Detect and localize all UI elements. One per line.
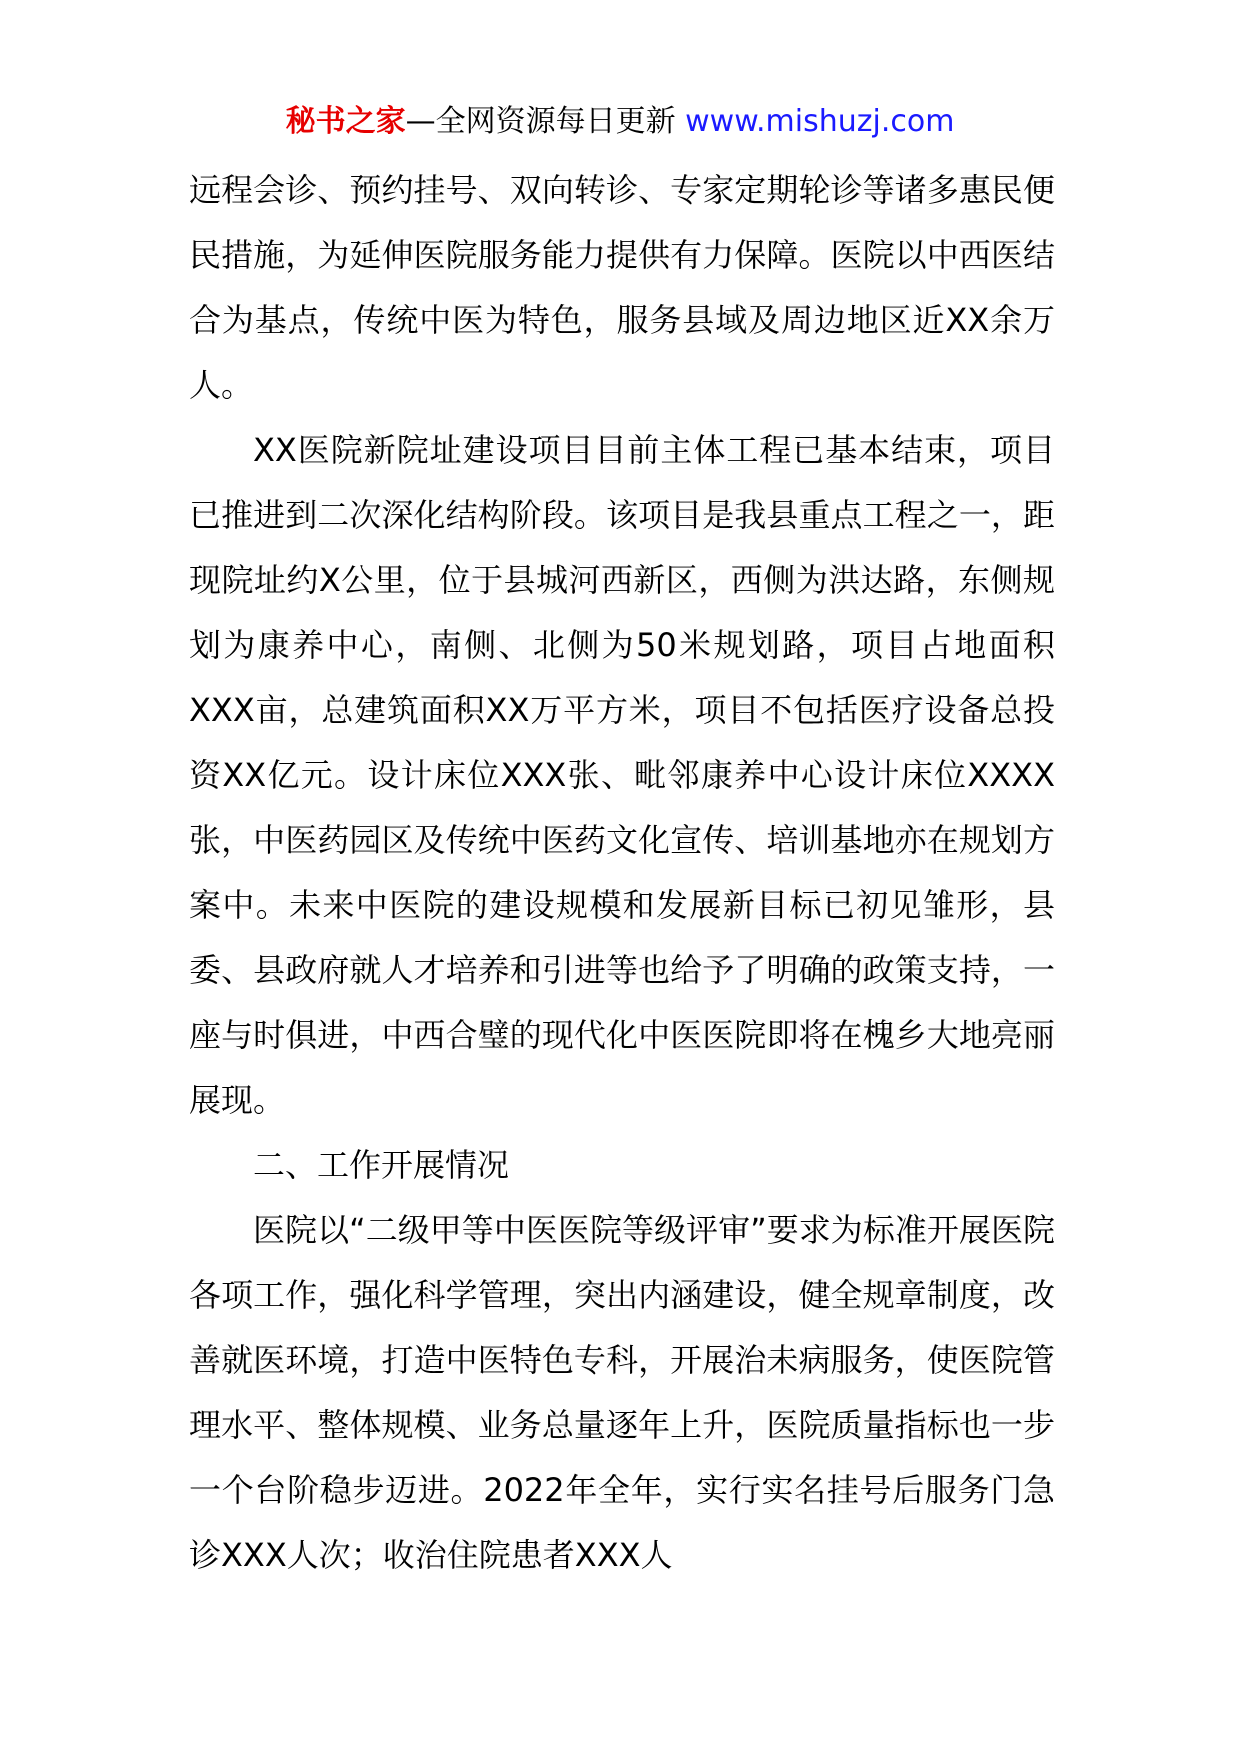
document-body — [189, 158, 1055, 1588]
site-header — [0, 100, 1240, 144]
paragraph-continuation: 远程会诊、预约挂号、双向转诊、专家定期轮诊等诸多惠民便民措施，为延伸医院服务能力提供有力保障。医院以中西医结合为基点，传统中医为特色，服务县域及周边地区近XX余万人。 — [189, 171, 1055, 404]
paragraph-new-site-project: XX医院新院址建设项目目前主体工程已基本结束，项目已推进到二次深化结构阶段。该项目是我县重点工程之一，距现院址约X公里，位于县城河西新区，西侧为洪达路，东侧规划为康养中心，南侧、北侧为50米规划路，项目占地面积XXX亩，总建筑面积XX万平方米，项目不包括医疗设备总投资XX亿元。设计床位XXX张、毗邻康养中心设计床位XXXX张，中医药园区及传统中医药文化宣传、培训基地亦在规划方案中。未来中医院的建设规模和发展新目标已初见雏形，县委、县政府就人才培养和引进等也给予了明确的政策支持，一座与时俱进，中西合璧的现代化中医医院即将在槐乡大地亮丽展现。 — [189, 431, 1055, 1119]
site-url-link[interactable]: www.mishuzj.com — [685, 104, 955, 139]
brand-name: 秘书之家 — [285, 104, 406, 139]
paragraph-work-status: 医院以“二级甲等中医医院等级评审”要求为标准开展医院各项工作，强化科学管理，突出内涵建设，健全规章制度，改善就医环境，打造中医特色专科，开展治未病服务，使医院管理水平、整体规模、业务总量逐年上升，医院质量指标也一步一个台阶稳步迈进。2022年全年，实行实名挂号后服务门急诊XXX人次；收治住院患者XXX人 — [189, 1211, 1055, 1574]
header-tagline: —全网资源每日更新 — [405, 104, 686, 139]
section-heading-work-status: 二、工作开展情况 — [253, 1146, 510, 1184]
